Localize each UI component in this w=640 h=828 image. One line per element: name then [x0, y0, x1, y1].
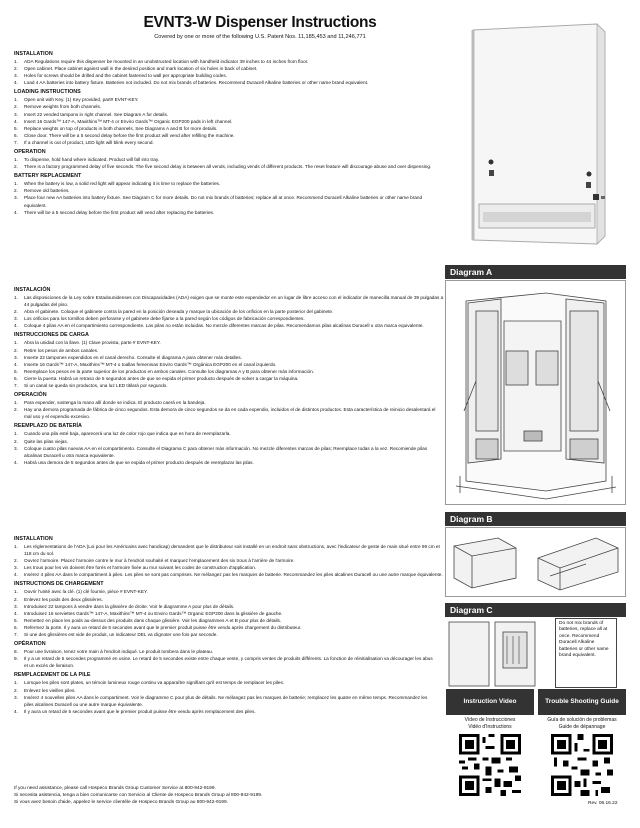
- list-item: 2. Quite las pilas viejas.: [14, 438, 69, 444]
- es-operation-heading: OPERACIÓN: [14, 392, 47, 399]
- video-caption-es: Vídeo de Instrucciones: [464, 717, 516, 723]
- patent-subtitle: Covered by one or more of the following U.S. Patent Nos. 11,185,453 and 11,246,771: [154, 34, 366, 40]
- battery-note: Do not mix brands of batteries, replace all at once. Recommend Duracell Alkaline batteries or other name brand equivalent.: [555, 618, 617, 688]
- en-operation-heading: OPERATION: [14, 149, 46, 156]
- list-item: 2. There is a factory programmed delay of five seconds. The five second delay is between all vends, including vends of different products. The reset feature will discourage abuse and over dispensing.: [14, 164, 432, 170]
- list-item: 4. Load 4 AA batteries into battery fixture. Batteries not included. Do not mix brands of batteries. Recommend Duracell Alkaline batteries or other name brand equivalent.: [14, 80, 369, 86]
- list-item: 1. Para expender, sostenga la mano allí donde se indica. El producto caerá en la bandeja.: [14, 400, 206, 406]
- es-battery-heading: REEMPLAZO DE BATERÍA: [14, 423, 82, 430]
- list-item: 3. Les trous pour les vis doivent être forés et l'armoire fixée au mur suivant les codes de construction d'application.: [14, 565, 257, 571]
- footer-line-es: Si necesita asistencia, tenga a bien comunicarse con Servicio al Cliente de Hospeco Brands Group al 800-942-9199.: [14, 792, 263, 798]
- dispenser-product-image: [455, 14, 615, 254]
- es-installation-heading: INSTALACIÓN: [14, 287, 51, 293]
- list-item: 6. Cierre la puerta. Habrá un retraso de 5 segundos antes de que se expida el primer producto después de volver a cargar la máquina.: [14, 375, 299, 381]
- list-item: 1. ADA Regulations require this dispenser be mounted in an unobstructed location with handheld indicator 39 inches to 44 inches from floor.: [14, 59, 309, 64]
- list-item: 3. Coloque cuatro pilas nuevas AA en el compartimento. Consulte el Diagrama C para obtener más información. No mezcle diferentes marcas de pilas; Reemplace todas a la vez. Recomiende pilas alcalinas Duracell u otra marca equivalente.: [14, 445, 428, 458]
- list-item: 2. Ouvrez l'armoire. Placez l'armoire contre le mur à l'endroit souhaité et marquez l'emplacement des six trous à l'arrière de l'armoire.: [14, 558, 295, 564]
- footer-line-en: If you need assistance, please call Hospeco Brands Group Customer Service at 800-942-9199.: [14, 786, 216, 791]
- fr-operation-list: [14, 648, 444, 669]
- diagram-b-label: Diagram B: [445, 512, 626, 526]
- diagram-a-label: Diagram A: [445, 265, 626, 279]
- list-item: 7. Si une des glissières est vide de produit, un indicateur DEL va clignoter une fois par seconde.: [14, 632, 218, 638]
- en-loading-heading: LOADING INSTRUCTIONS: [14, 89, 81, 96]
- list-item: 1. Open unit with Key. (1) Key provided, part# EVNT-KEY.: [14, 97, 139, 103]
- list-item: 3. Place four new AA batteries into battery fixture. See Diagram C for more details. Do not mix brands of batteries; replace all at once. Recommend Duracell Alkaline batteries or other name brand equivalent.: [14, 195, 423, 208]
- list-item: 2. Open cabinet. Place cabinet against wall in the desired position and mark location of six holes in back of cabinet.: [14, 66, 258, 72]
- fr-battery-list: [14, 679, 444, 714]
- english-section: [14, 48, 444, 216]
- es-battery-list: [14, 430, 444, 465]
- fr-battery-heading: REMPLACEMENT DE LA PILE: [14, 672, 91, 679]
- list-item: 1. Las disposiciones de la Ley sobre Estadounidenses con Discapacidades (ADA) exigen que se monte este expendedor en un lugar de libre acceso con el indicador de manecilla manual de 39 pulgadas a 44 pulgadas del piso.: [14, 295, 444, 308]
- list-item: 8. Pour une livraison, tenez votre main à l'endroit indiqué. Le produit tombera dans le plateau.: [14, 649, 214, 655]
- guide-caption-fr: Guide de dépannage: [558, 723, 606, 730]
- list-item: 1. Abra la unidad con la llave. (1) Clave provista, parte # EVNT-KEY.: [14, 340, 161, 346]
- list-item: 3. Insérez 4 nouvelles piles AA dans le compartiment. Voir le diagramme C pour plus de détails. Ne mélangez pas les marques de batterie; remplacez les quatre en même temps. Recommandez les piles alcalines Duracell ou une autre marque équivalente.: [14, 694, 428, 707]
- list-item: 3. Holes for screws should be drilled and the cabinet fastened to wall per appropriate building codes.: [14, 73, 227, 79]
- list-item: 1. Ouvrir l'unité avec la clé. (1) clé fournie, pièce # EVNT-KEY.: [14, 589, 148, 595]
- list-item: 3. Insert 22 vended tampons in right channel. See Diagram A for details.: [14, 111, 169, 117]
- fr-loading-list: [14, 588, 444, 638]
- troubleshooting-guide-heading: Trouble Shooting Guide: [538, 689, 626, 715]
- fr-installation-heading: INSTALLATION: [14, 536, 53, 542]
- revision-number: Rev. 06.16.22: [588, 801, 618, 806]
- list-item: 4. There will be a 5 second delay before the first product will vend after replacing the batteries.: [14, 209, 215, 215]
- list-item: 4. Coloque 4 pilas AA en el compartimiento correspondiente. Las pilas no están incluidas. No mezcle diferentes marcas de pilas. Recomendamos pilas alcalinas Duracell u otra marca equivalente.: [14, 323, 424, 329]
- list-item: 5. Reemplace los pesos en la parte superior de los productos en ambos canales. Consulte los diagramas A y B para obtener más información.: [14, 368, 315, 374]
- guide-caption-es: Guía de solución de problemas: [547, 717, 617, 723]
- list-item: 1. Les réglementations de l'ADA (Loi pour les Américains avec handicap) demandent que le distributeur soit installé en un endroit sans obstructions, avec l'indicateur de geste de main situé entre 99 cm et 118 cm du sol.: [14, 544, 440, 557]
- page-title: EVNT3-W Dispenser Instructions: [143, 14, 377, 31]
- en-battery-heading: BATTERY REPLACEMENT: [14, 173, 82, 180]
- en-battery-list: [14, 180, 444, 215]
- list-item: 4. Insérez 4 piles AA dans le compartiment à piles. Les piles ne sont pas comprises. Ne mélangez pas les marques de batterie. Recommandez les piles alcalines Duracell ou une autre marque équivalente.: [14, 572, 443, 578]
- list-item: 5. Replace weights on top of products in both channels. See Diagrams A and B for more details.: [14, 125, 218, 131]
- list-item: 6. Close door. There will be a 5 second delay before the first product will vend after refilling the machine.: [14, 132, 235, 138]
- fr-operation-heading: OPÉRATION: [14, 641, 46, 648]
- en-operation-list: [14, 156, 444, 170]
- diagram-c-label: Diagram C: [445, 603, 626, 617]
- es-loading-list: [14, 339, 444, 389]
- list-item: 7. If a channel is out of product, LED light will blink every second.: [14, 139, 154, 145]
- fr-installation-list: [14, 543, 444, 578]
- list-item: 3. Inserte 22 tampones expendidos en el canal derecho. Consulte el diagrama A para obtener más detalles.: [14, 354, 242, 360]
- list-item: 1. Cuando una pila esté baja, aparecerá una luz de color rojo que indica que es hora de reemplazarla.: [14, 431, 231, 437]
- list-item: 2. Remove old batteries.: [14, 188, 70, 194]
- list-item: 4. Insert 16 Gards™ 147-A, Maxithins™ MT-4 or Envirо Gards™ Organic EGP200 pads in left channel.: [14, 118, 233, 124]
- french-section: [14, 533, 444, 715]
- instruction-video-heading: Instruction Video: [446, 689, 534, 715]
- list-item: 2. Enlevez les vieilles piles.: [14, 687, 76, 693]
- list-item: 4. Inserte 16 Gards™ 147-A, Maxithins™ MT-4 o toallas femeninas Enviro Gards™ Orgánica EGP200 en el canal izquierdo.: [14, 361, 277, 367]
- list-item: 6. Refermez la porte. Il y aura un retard de 5 secondes avant que le premier produit puisse être vendu après chargement du distributeur.: [14, 624, 302, 630]
- list-item: 3. Introduisez 22 tampons à vendre dans la glissière de droite. Voir le diagramme A pour plus de détails.: [14, 603, 235, 609]
- diagram-b-box: [445, 527, 626, 597]
- en-installation-heading: INSTALLATION: [14, 51, 53, 57]
- list-item: 4. Habrá una demora de 5 segundos antes de que se expida el primer producto después de reemplazar las pilas.: [14, 459, 254, 465]
- fr-loading-heading: INSTRUCTIONS DE CHARGEMENT: [14, 581, 104, 588]
- es-loading-heading: INSTRUCCIONES DE CARGA: [14, 332, 89, 339]
- footer-line-fr: Si vous avez besoin d'aide, appelez le service clientèle de Hospeco Brands Group au 800-942-9199.: [14, 799, 228, 805]
- list-item: 1. Lorsque les piles sont plates, un témoin lumineux rouge continu va apparaître signifiant qu'il est temps de remplacer les piles.: [14, 680, 285, 686]
- list-item: 2. Abra el gabinete. Coloque el gabinete contra la pared en la posición deseada y marque la ubicación de los orificios en la parte posterior del gabinete.: [14, 309, 334, 315]
- en-installation-list: [14, 58, 444, 86]
- list-item: 4. Introduisez 16 serviettes Gards™ 147-A, Maxithins™ MT-4 ou Enviro Gards™ Organic EGP200 dans la glissière de gauche.: [14, 610, 283, 616]
- es-operation-list: [14, 399, 444, 420]
- list-item: 1. To dispense, hold hand where indicated. Product will fall into tray.: [14, 157, 160, 163]
- diagram-c-illustration: [445, 618, 555, 688]
- list-item: 2. Enlevez les poids des deux glissières.: [14, 596, 103, 602]
- es-installation-list: [14, 294, 444, 329]
- diagram-a-box: [445, 280, 626, 505]
- diagram-b-illustration: [446, 528, 625, 596]
- video-caption-fr: Vidéo d'Instructions: [468, 723, 512, 730]
- troubleshooting-guide-caption: [538, 717, 626, 730]
- list-item: 7. Si un canal se queda sin productos, una luz LED titilará por segundo.: [14, 383, 168, 389]
- list-item: 9. Il y a un retard de 5 secondes programmé en usine. Le retard de 5 secondes existe entre chaque vente, y compris ventes de produits différents. La fonction de réinitialisation va décourager les abus et un excès de livraison.: [14, 656, 433, 669]
- list-item: 3. Los orificios para los tornillos deben perforarse y el gabinete debe fijarse a la pared según los códigos de fabricación correspondientes.: [14, 316, 305, 322]
- spanish-section: [14, 284, 444, 466]
- diagram-a-illustration: [446, 281, 625, 504]
- list-item: 5. Remettez en place les poids au-dessus des produits dans chaque glissière. Voir les diagrammes A et B pour plus de détails.: [14, 617, 282, 623]
- list-item: 4. Il y aura un retard de 5 secondes avant que le premier produit puisse être vendu après remplacement des piles.: [14, 708, 256, 714]
- list-item: 2. Hay una demora programada de fábrica de cinco segundos. Esta demora de cinco segundos se da en cada expendio, incluidos el de distintos productos. Esta característica de reinicio desalentará el mal uso y el expendio excesivo.: [14, 407, 436, 420]
- list-item: 2. Retire los pesos de ambos canales.: [14, 347, 99, 353]
- list-item: 2. Remove weights from both channels.: [14, 104, 102, 110]
- en-loading-list: [14, 96, 444, 146]
- footer-contact: [14, 786, 574, 806]
- instruction-video-caption: [446, 717, 534, 730]
- list-item: 1. When the battery is low, a solid red light will appear indicating it is time to replace the batteries.: [14, 181, 221, 187]
